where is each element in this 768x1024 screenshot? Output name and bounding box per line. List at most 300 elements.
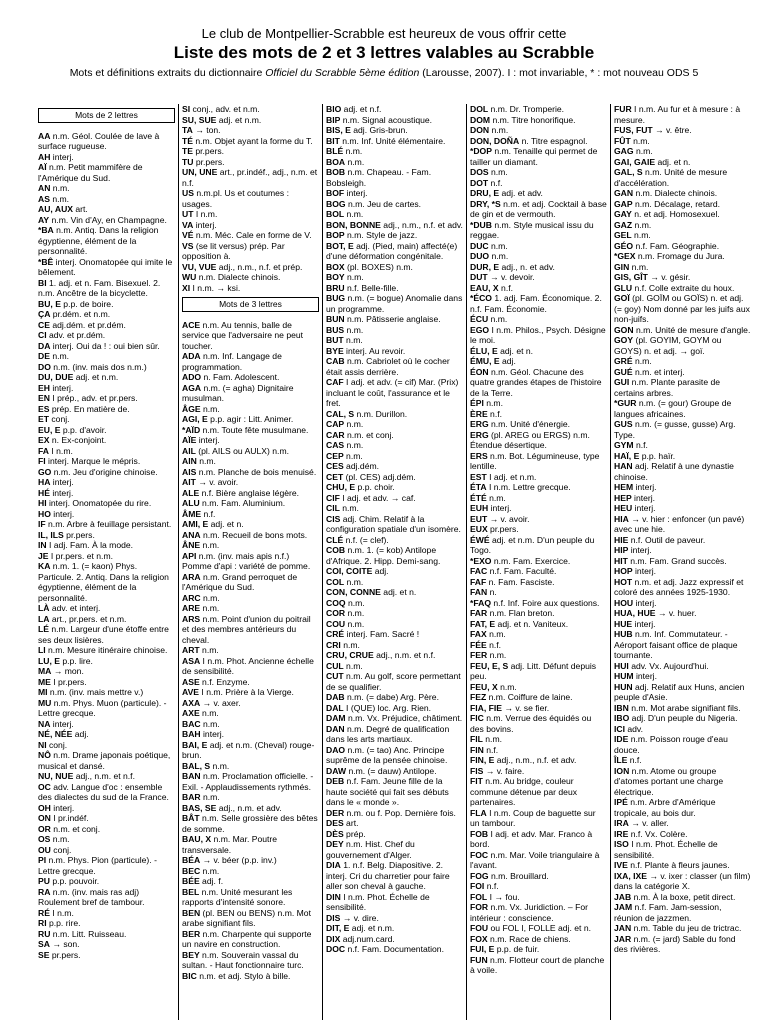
word-entry bbox=[38, 530, 175, 541]
word-entry bbox=[470, 577, 607, 588]
word-entry bbox=[326, 829, 463, 840]
word-entry bbox=[182, 908, 319, 929]
word-definition: n.m. Phys. Pion (particule). - Lettre grecque. bbox=[38, 855, 157, 876]
word-definition: → mon. bbox=[51, 666, 84, 676]
word-headword: WU bbox=[182, 272, 197, 282]
word-headword: ERS bbox=[470, 450, 488, 461]
word-definition: n.m. Inf. Unité élémentaire. bbox=[339, 135, 446, 146]
word-entry bbox=[614, 251, 751, 262]
word-entry bbox=[614, 619, 751, 630]
word-definition: pr.pers. bbox=[487, 524, 519, 534]
word-definition: n.m. bbox=[200, 603, 220, 613]
word-headword: DIS bbox=[326, 912, 341, 923]
word-definition: → son. bbox=[49, 939, 80, 949]
word-definition: n.m. bbox=[345, 618, 365, 629]
word-headword: GAN bbox=[614, 188, 634, 198]
word-entry bbox=[326, 661, 463, 672]
word-headword: FEU, X bbox=[470, 681, 498, 692]
word-entry bbox=[614, 356, 751, 367]
word-entry bbox=[182, 708, 319, 719]
word-headword: DIA bbox=[326, 860, 341, 870]
word-definition: adj. et n. bbox=[380, 587, 417, 597]
word-headword: BAL, S bbox=[182, 760, 211, 771]
word-definition: pr.pers. bbox=[193, 156, 225, 167]
word-entry bbox=[38, 876, 175, 887]
word-definition: → v. dire. bbox=[340, 912, 379, 923]
word-definition: n.m. bbox=[200, 540, 220, 550]
section-heading-three-letters: Mots de 3 lettres bbox=[182, 297, 319, 312]
word-headword: SE bbox=[38, 949, 50, 960]
word-definition: n.m. Fam. Grand succès. bbox=[627, 555, 727, 566]
word-definition: n.m. et adj. Jazz expressif et coloré des années 1925-1930. bbox=[614, 576, 744, 597]
word-headword: TE bbox=[182, 146, 193, 156]
word-headword: BOX bbox=[326, 261, 345, 272]
word-definition: I n.m. bbox=[48, 445, 73, 456]
word-definition: n.m. Géol. Coulée de lave à surface rugueuse. bbox=[38, 130, 160, 151]
word-entry bbox=[614, 136, 751, 147]
word-definition: art., pr.pers. et n.m. bbox=[49, 613, 127, 624]
word-headword: ÉTA bbox=[470, 482, 487, 492]
word-headword: *GEX bbox=[614, 251, 636, 261]
word-definition: interj. bbox=[193, 219, 217, 230]
word-headword: DON, DOÑA bbox=[470, 135, 520, 146]
word-headword: FUN bbox=[470, 954, 488, 965]
word-headword: IL, ILS bbox=[38, 529, 64, 540]
word-definition: n.m. Chapeau. - Fam. Bobsleigh. bbox=[326, 167, 432, 188]
word-headword: BAI, E bbox=[182, 739, 208, 750]
word-headword: ARA bbox=[182, 571, 201, 582]
word-definition: → v. avoir. bbox=[195, 477, 239, 487]
word-definition: adj., n. et adv. bbox=[499, 261, 555, 272]
word-headword: CIS bbox=[326, 513, 341, 524]
word-definition: I adj. et n.m. bbox=[486, 471, 537, 482]
word-definition: n.m. 1. (= kaon) Phys. Particule. 2. Antiq. Dans la religion égyptienne, élément de la personnalité. bbox=[38, 561, 169, 603]
word-definition: → v. béer (p.p. inv.) bbox=[200, 855, 277, 865]
word-headword: BOB bbox=[326, 167, 346, 177]
word-entry bbox=[326, 346, 463, 357]
word-headword: ÉMU, E bbox=[470, 356, 500, 366]
word-headword: ICI bbox=[614, 723, 625, 734]
word-entry bbox=[326, 115, 463, 126]
word-entry bbox=[38, 666, 175, 677]
word-definition: adj.dém. et pr.dém. bbox=[49, 319, 126, 330]
word-entry bbox=[326, 167, 463, 188]
word-headword: BUN bbox=[326, 314, 345, 324]
word-headword: EUH bbox=[470, 503, 489, 513]
word-headword: DA bbox=[38, 340, 51, 351]
word-entry bbox=[470, 808, 607, 829]
word-entry bbox=[326, 839, 463, 860]
word-headword: OH bbox=[38, 802, 51, 813]
word-headword: FAR bbox=[470, 608, 488, 618]
word-headword: AA bbox=[38, 130, 51, 141]
word-definition: interj. bbox=[50, 151, 74, 162]
club-line: Le club de Montpellier-Scrabble est heureux de vous offrir cette bbox=[201, 26, 567, 41]
word-headword: PU bbox=[38, 876, 50, 886]
word-headword: *ÉCO bbox=[470, 293, 492, 303]
word-entry bbox=[326, 188, 463, 199]
word-definition: n.m. bbox=[196, 456, 216, 466]
word-headword: OC bbox=[38, 781, 51, 792]
word-entry bbox=[182, 929, 319, 950]
word-entry bbox=[182, 519, 319, 530]
word-headword: FOL bbox=[470, 891, 488, 902]
word-headword: GUI bbox=[614, 377, 630, 387]
word-entry bbox=[614, 766, 751, 798]
word-entry bbox=[182, 351, 319, 372]
word-definition: n.m. bbox=[199, 708, 219, 718]
word-definition: n.m. Charpente qui supporte un navire en construction. bbox=[182, 928, 312, 949]
word-headword: DIX bbox=[326, 933, 341, 944]
word-definition: I adj. et adv. → caf. bbox=[339, 492, 416, 503]
word-entry bbox=[614, 755, 751, 766]
word-definition: adv. Vx. Aujourd'hui. bbox=[628, 660, 709, 671]
word-headword: DIT, E bbox=[326, 923, 350, 933]
word-entry bbox=[614, 629, 751, 661]
word-headword: ES bbox=[38, 403, 50, 414]
word-definition: (pl. CES) adj.dém. bbox=[343, 471, 416, 482]
word-definition: n.m. et adj. Cocktail à base de gin et de vermouth. bbox=[470, 198, 607, 219]
word-entry bbox=[614, 839, 751, 860]
word-entry bbox=[182, 677, 319, 688]
word-definition: interj. Marque le mépris. bbox=[45, 456, 141, 466]
word-entry bbox=[326, 136, 463, 147]
word-headword: VU, VUE bbox=[182, 261, 217, 272]
word-entry bbox=[326, 745, 463, 766]
word-definition: n.m. Objet ayant la forme du T. bbox=[192, 135, 313, 146]
word-definition: n.m. Inf. Langage de programmation. bbox=[182, 351, 282, 372]
word-headword: AH bbox=[38, 151, 51, 162]
word-entry bbox=[470, 692, 607, 703]
word-entry bbox=[38, 425, 175, 436]
word-entry bbox=[614, 461, 751, 482]
word-definition: n.m. bbox=[345, 156, 365, 167]
word-definition: → v. axer. bbox=[200, 697, 241, 708]
word-headword: ÂME bbox=[182, 508, 202, 519]
word-entry bbox=[614, 514, 751, 535]
word-entry bbox=[326, 692, 463, 703]
word-entry bbox=[38, 330, 175, 341]
word-entry bbox=[614, 797, 751, 818]
word-definition: pr.pers. bbox=[192, 146, 225, 156]
word-definition: n.m. Litt. Ruisseau. bbox=[50, 928, 127, 939]
word-entry bbox=[326, 892, 463, 913]
word-entry bbox=[182, 383, 319, 404]
word-entry bbox=[614, 167, 751, 188]
word-entry bbox=[326, 629, 463, 640]
word-definition: n.m. Coiffure de laine. bbox=[486, 692, 573, 702]
word-entry bbox=[614, 860, 751, 871]
word-definition: n.m. Signal acoustique. bbox=[340, 114, 433, 125]
word-headword: HI bbox=[38, 498, 47, 508]
word-entry bbox=[470, 535, 607, 556]
word-definition: → v. devoir. bbox=[487, 272, 535, 282]
word-entry bbox=[614, 902, 751, 923]
word-definition: n.f. Belle-fille. bbox=[344, 282, 399, 293]
word-entry bbox=[326, 209, 463, 220]
word-definition: n.f. Plante à fleurs jaunes. bbox=[627, 860, 730, 870]
word-definition: n.m. bbox=[343, 335, 363, 345]
word-headword: CEP bbox=[326, 450, 344, 461]
word-headword: DO bbox=[38, 361, 51, 372]
word-definition: pr.pers. bbox=[63, 529, 95, 540]
word-definition: pr.dém. et n.m. bbox=[50, 309, 111, 319]
word-definition: n.f. (= clef). bbox=[343, 534, 389, 545]
word-headword: SU, SUE bbox=[182, 114, 217, 125]
word-headword: DOM bbox=[470, 114, 491, 125]
word-definition: adj., n.m. et adv. bbox=[216, 802, 282, 813]
word-headword: ION bbox=[614, 765, 630, 776]
word-headword: COR bbox=[326, 608, 346, 618]
word-definition: n.m. bbox=[487, 650, 507, 660]
word-headword: AGI, E bbox=[182, 414, 208, 424]
word-definition: → v. gésir. bbox=[647, 272, 691, 282]
word-entry bbox=[182, 645, 319, 656]
word-headword: CE bbox=[38, 319, 50, 330]
word-definition: I adj. et adv. (= cif) Mar. (Prix) incluant le coût, l'assurance et le fret. bbox=[326, 377, 459, 408]
word-definition: n.m. et interj. bbox=[632, 366, 685, 377]
word-entry bbox=[470, 892, 607, 903]
word-entry bbox=[38, 918, 175, 929]
word-entry bbox=[38, 194, 175, 205]
word-headword: GO bbox=[38, 466, 52, 477]
word-headword: ÎLE bbox=[614, 755, 628, 765]
word-definition: I n.m. Phot. Échelle de sensibilité. bbox=[614, 839, 718, 860]
word-entry bbox=[182, 488, 319, 499]
word-headword: ALE bbox=[182, 487, 200, 498]
word-definition: n.m. Unité mesurant les rapports d'intensité sonore. bbox=[182, 886, 293, 907]
word-headword: ÂNE bbox=[182, 540, 201, 550]
word-definition: n.m. Au bridge, couleur commune détenue par deux partenaires. bbox=[470, 776, 578, 807]
word-definition: (pl. AREG ou ERGS) n.m. Étendue désertique. bbox=[470, 429, 590, 450]
word-definition: (pl. AILS ou AULX) n.m. bbox=[195, 445, 289, 456]
word-definition: interj. bbox=[633, 597, 657, 608]
word-headword: BEC bbox=[182, 865, 201, 876]
word-headword: COU bbox=[326, 618, 346, 629]
word-headword: HUM bbox=[614, 671, 634, 681]
word-headword: EUT bbox=[470, 513, 488, 524]
word-headword: RA bbox=[38, 886, 51, 897]
word-definition: art. bbox=[343, 818, 359, 828]
word-definition: prép. bbox=[343, 828, 366, 839]
word-entry bbox=[470, 682, 607, 693]
word-entry bbox=[470, 220, 607, 241]
word-definition: n.m. bbox=[632, 356, 652, 366]
word-headword: BRU bbox=[326, 282, 345, 293]
word-definition: adv. Langue d'oc : ensemble des dialectes du sud de la France. bbox=[38, 781, 169, 802]
word-headword: GUS bbox=[614, 419, 633, 429]
word-definition: adj. et n.f. bbox=[341, 104, 382, 114]
word-headword: DIN bbox=[326, 891, 341, 902]
word-entry bbox=[182, 435, 319, 446]
word-definition: → v. aller. bbox=[628, 818, 669, 828]
word-headword: *BA bbox=[38, 225, 54, 235]
word-headword: HOP bbox=[614, 566, 633, 576]
subtitle-part-b: Officiel du Scrabble 5ème édition bbox=[265, 67, 420, 79]
word-headword: *GUR bbox=[614, 398, 637, 408]
word-entry bbox=[326, 451, 463, 462]
word-entry bbox=[38, 887, 175, 908]
word-definition: n.m. Brouillard. bbox=[488, 870, 549, 881]
word-headword: BUG bbox=[326, 293, 346, 303]
word-headword: ARE bbox=[182, 603, 201, 613]
word-definition: prép. En matière de. bbox=[49, 403, 130, 414]
word-headword: CUT bbox=[326, 671, 344, 681]
word-definition: interj. bbox=[628, 545, 652, 555]
word-definition: interj. bbox=[50, 508, 75, 519]
word-headword: DOT bbox=[470, 177, 489, 188]
word-headword: BUT bbox=[326, 335, 344, 345]
word-entry bbox=[182, 729, 319, 740]
word-entry bbox=[38, 740, 175, 751]
word-entry bbox=[614, 104, 751, 125]
word-headword: CRÉ bbox=[326, 629, 345, 639]
word-entry bbox=[470, 419, 607, 430]
word-definition: interj. bbox=[344, 188, 368, 198]
word-entry bbox=[326, 766, 463, 777]
word-entry bbox=[182, 887, 319, 908]
word-entry bbox=[470, 661, 607, 682]
word-entry bbox=[470, 524, 607, 535]
word-entry bbox=[182, 855, 319, 866]
word-entry bbox=[38, 372, 175, 383]
word-entry bbox=[470, 188, 607, 199]
word-entry bbox=[326, 818, 463, 829]
word-headword: IRE bbox=[614, 828, 629, 839]
word-entry bbox=[182, 698, 319, 709]
word-headword: SA bbox=[38, 939, 50, 949]
word-entry bbox=[614, 262, 751, 273]
word-headword: FIL bbox=[470, 734, 483, 744]
word-definition: adj. et n. bbox=[655, 156, 691, 167]
word-headword: CIL bbox=[326, 503, 340, 513]
word-headword: AÏE bbox=[182, 435, 197, 445]
word-definition: n.m. Dialecte chinois. bbox=[633, 188, 718, 198]
word-headword: BEL bbox=[182, 886, 200, 897]
word-definition: n.m. Selle grossière des bêtes de somme. bbox=[182, 813, 318, 834]
word-entry bbox=[470, 556, 607, 567]
word-headword: IPÉ bbox=[614, 797, 628, 807]
word-headword: FAC bbox=[470, 566, 488, 576]
word-entry bbox=[614, 829, 751, 840]
word-entry bbox=[470, 178, 607, 189]
word-entry bbox=[470, 241, 607, 252]
word-headword: AVE bbox=[182, 687, 200, 697]
word-entry bbox=[182, 771, 319, 792]
word-definition: n.m. (= agha) Dignitaire musulman. bbox=[182, 382, 294, 403]
word-headword: UT bbox=[182, 209, 194, 219]
word-entry bbox=[38, 519, 175, 530]
word-headword: OR bbox=[38, 823, 51, 834]
word-definition: → v. avoir. bbox=[487, 513, 530, 524]
word-entry bbox=[614, 892, 751, 903]
word-headword: AXA bbox=[182, 697, 201, 708]
word-definition: adj. Relatif à une dynastie chinoise. bbox=[614, 461, 734, 482]
word-entry bbox=[182, 104, 319, 115]
word-entry bbox=[470, 514, 607, 525]
word-definition: n.m. Mar. Poutre transversale. bbox=[182, 834, 278, 855]
word-headword: HÉ bbox=[38, 487, 50, 498]
word-definition: n.m. et conj. bbox=[50, 823, 101, 834]
word-headword: BON, BONNE bbox=[326, 219, 381, 230]
word-definition: n.m. (= gusse, gusse) Arg. Type. bbox=[614, 419, 736, 440]
word-headword: GAI, GAIE bbox=[614, 156, 656, 167]
word-headword: GIN bbox=[614, 261, 630, 272]
word-headword: GAP bbox=[614, 198, 633, 209]
word-definition: n.m. Toute fête musulmane. bbox=[200, 424, 309, 435]
word-entry bbox=[38, 614, 175, 625]
word-headword: IDE bbox=[614, 734, 629, 744]
word-definition: I n.m. bbox=[49, 907, 74, 918]
word-definition: n.m. (inv. mais ras adj) Roulement bref de tambour. bbox=[38, 886, 145, 907]
word-definition: n.m. Plante parasite de certains arbres. bbox=[614, 377, 721, 398]
word-headword: SI bbox=[182, 104, 191, 114]
word-entry bbox=[326, 356, 463, 377]
word-definition: n.m. bbox=[343, 660, 363, 671]
word-entry bbox=[326, 241, 463, 262]
word-entry bbox=[182, 188, 319, 209]
word-entry bbox=[38, 719, 175, 730]
word-headword: DRU, E bbox=[470, 188, 500, 198]
word-headword: DAB bbox=[326, 692, 345, 702]
word-entry bbox=[470, 115, 607, 126]
word-headword: BOG bbox=[326, 198, 346, 209]
word-definition: adj. et n.m. bbox=[349, 923, 395, 933]
word-definition: adj. Chim. Relatif à la configuration spatiale d'un isomère. bbox=[326, 513, 461, 534]
word-headword: ADO bbox=[182, 372, 202, 382]
word-definition: n.m. Unité d'énergie. bbox=[488, 419, 571, 429]
word-entry bbox=[470, 262, 607, 273]
word-headword: HUB bbox=[614, 629, 633, 639]
word-headword: COI, COITE bbox=[326, 566, 373, 576]
word-entry bbox=[326, 409, 463, 420]
word-entry bbox=[614, 188, 751, 199]
word-entry bbox=[38, 855, 175, 876]
word-headword: NU, NUE bbox=[38, 771, 74, 781]
word-headword: EUX bbox=[470, 524, 488, 534]
subtitle-part-a: Mots et définitions extraits du dictionnaire bbox=[69, 67, 266, 79]
word-entry bbox=[182, 283, 319, 294]
word-definition: n.m. Fromage du Jura. bbox=[635, 251, 725, 261]
word-definition: adj. et n.m. D'un peuple du Togo. bbox=[470, 534, 595, 555]
word-definition: I pr.indéf. bbox=[50, 813, 89, 823]
word-entry bbox=[326, 535, 463, 546]
word-headword: ÂGE bbox=[182, 403, 201, 414]
word-entry bbox=[470, 629, 607, 640]
word-definition: n.m. (= tao) Anc. Principe suprême de la pensée chinoise. bbox=[326, 744, 448, 765]
word-definition: n.f. bbox=[498, 282, 513, 293]
word-definition: n.m. Largeur d'une étoffe entre ses deux lisières. bbox=[38, 624, 169, 645]
word-definition: n.m. bbox=[49, 351, 70, 361]
word-entry bbox=[326, 482, 463, 493]
word-headword: HUN bbox=[614, 681, 633, 692]
word-headword: EH bbox=[38, 382, 50, 393]
word-entry bbox=[614, 713, 751, 724]
word-headword: COL bbox=[326, 576, 345, 587]
word-entry bbox=[326, 923, 463, 934]
word-entry bbox=[614, 241, 751, 252]
word-headword: FI bbox=[38, 456, 46, 466]
word-headword: CAP bbox=[326, 419, 345, 429]
word-headword: *DUB bbox=[470, 219, 492, 230]
word-headword: MI bbox=[38, 687, 48, 697]
word-entry bbox=[470, 766, 607, 777]
word-definition: n.m. Recueil de bons mots. bbox=[200, 529, 308, 540]
word-entry bbox=[326, 619, 463, 630]
word-definition: interj. bbox=[50, 718, 74, 729]
word-entry bbox=[38, 498, 175, 509]
word-definition: n.m. Flan breton. bbox=[487, 608, 555, 618]
